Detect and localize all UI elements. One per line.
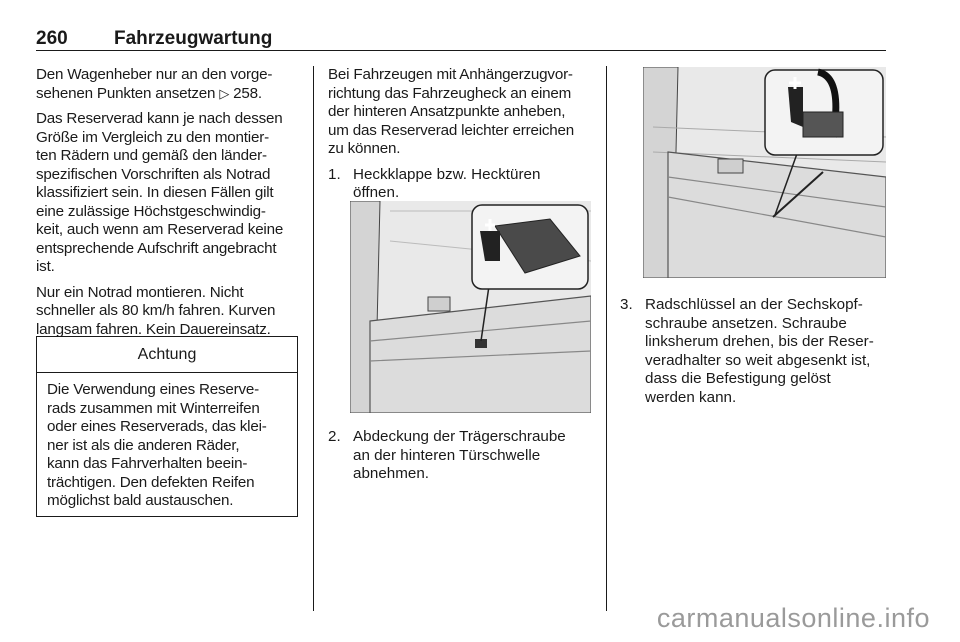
step-3: 3. Radschlüssel an der Sechskopf- schraube ansetzen. Schraube linksherum drehen, bis der Reser- veradhalter so weit abgesenkt ist, dass die Befestigung gelöst werden kann. [620,296,874,406]
warning-title: Achtung [37,337,297,373]
step-2: 2. Abdeckung der Trägerschraube an der hinteren Türschwelle abnehmen. [328,428,566,482]
paragraph-spare-wheel: Das Reserverad kann je nach dessen Größe im Vergleich zu den montier- ten Rädern und gemäß den länder- spezifischen Vorschriften als Notrad klassifiziert sein. In diesen Fällen gilt eine zulässige Höchstgeschwindig- keit, auch wenn am Reserverad keine entsprechende Aufschrift angebracht ist. [36,110,284,275]
column-divider-1 [313,66,314,611]
paragraph-jack-points: Den Wagenheber nur an den vorge- sehenen Punkten ansetzen ▷ 258. [36,66,273,102]
watermark: carmanualsonline.info [656,603,930,633]
step-1: 1. Heckklappe bzw. Hecktüren öffnen. [328,165,541,201]
column-2-lower [328,428,592,492]
illustration-sill-cover [350,201,591,413]
paragraph-emergency-wheel: Nur ein Notrad montieren. Nicht schneller als 80 km/h fahren. Kurven langsam fahren. Kein Dauereinsatz. [36,283,276,338]
page-number: 260 [36,28,68,49]
paragraph-tow-bar: Bei Fahrzeugen mit Anhängerzugvor- richtung das Fahrzeugheck an einem der hinteren Ansatzpunkte anheben, um das Reserverad leichter erreichen zu können. [328,66,575,157]
page-reference-arrow-icon: ▷ [219,85,230,101]
step-number: 3. [620,296,633,313]
column-3 [620,296,886,415]
page-header [36,28,886,51]
column-1 [36,66,300,346]
illustration-wheel-wrench [643,67,886,278]
column-divider-2 [606,66,607,611]
column-2 [328,66,592,211]
warning-box [36,336,298,517]
step-number: 1. [328,165,341,183]
step-number: 2. [328,428,341,445]
page-reference-link[interactable]: 258. [233,84,262,102]
chapter-title: Fahrzeugwartung [114,28,273,49]
warning-text: Die Verwendung eines Reserve- rads zusammen mit Winterreifen oder eines Reserverads, das klei- ner ist als die anderen Räder, kann das Fahrverhalten beein- trächtigen. Den defekten Reifen möglichst bald austauschen. [47,381,267,509]
